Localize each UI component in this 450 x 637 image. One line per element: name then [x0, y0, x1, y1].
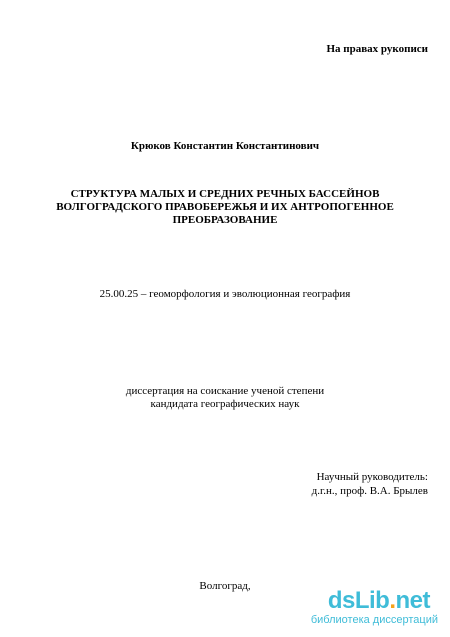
- degree-line: кандидата географических наук: [150, 398, 300, 410]
- logo-tld: net: [395, 587, 430, 614]
- title-line: ПРЕОБРАЗОВАНИЕ: [172, 214, 278, 226]
- supervisor-line: д.г.н., проф. В.А. Брылев: [311, 485, 428, 497]
- dslib-logo: [328, 587, 430, 615]
- title-line: СТРУКТУРА МАЛЫХ И СРЕДНИХ РЕЧНЫХ БАССЕЙНОВ: [70, 188, 380, 200]
- degree-statement: [0, 385, 450, 411]
- supervisor-line: Научный руководитель:: [316, 471, 428, 483]
- author-name: Крюков Константин Константинович: [130, 140, 320, 152]
- dslib-watermark: [267, 585, 442, 631]
- title-line: ВОЛГОГРАДСКОГО ПРАВОБЕРЕЖЬЯ И ИХ АНТРОПОГЕННОЕ: [56, 201, 394, 213]
- dslib-subtitle: библиотека диссертаций: [310, 614, 438, 626]
- city-name: Волгоград,: [199, 580, 251, 592]
- dissertation-title: [40, 188, 410, 227]
- specialty-code: 25.00.25 – геоморфология и эволюционная география: [99, 288, 351, 300]
- logo-dot: .: [389, 587, 396, 614]
- degree-line: диссертация на соискание ученой степени: [125, 385, 325, 397]
- logo-main: dsLib: [327, 587, 390, 614]
- rights-note: На правах рукописи: [326, 43, 428, 55]
- supervisor-block: [312, 470, 428, 498]
